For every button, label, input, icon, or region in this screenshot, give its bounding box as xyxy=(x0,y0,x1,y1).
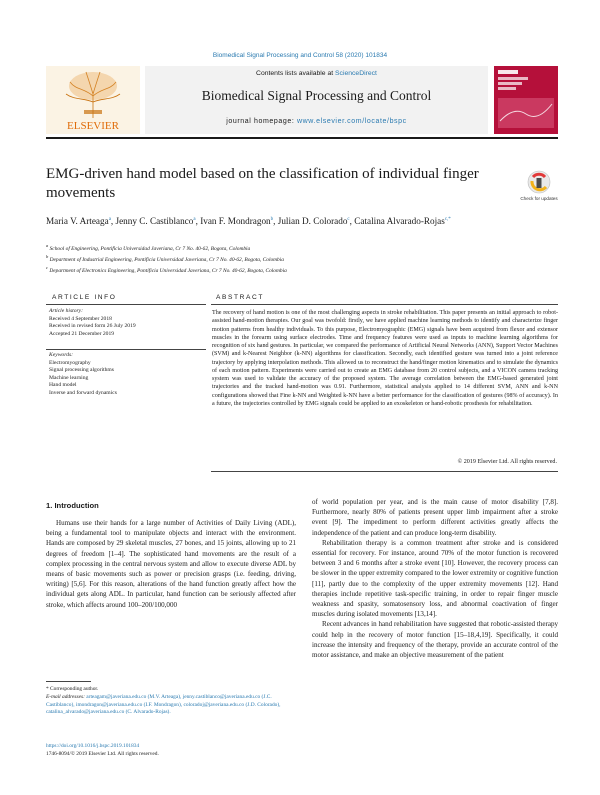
svg-text:ELSEVIER: ELSEVIER xyxy=(67,120,119,132)
corresponding-author-note: * Corresponding author. xyxy=(46,686,99,692)
keywords xyxy=(49,352,207,398)
check-for-updates-badge[interactable] xyxy=(520,168,558,208)
affiliation-b: $^b$ Department of Industrial Engineering, Pontificia Universidad Javeriana, Cr 7 No. 40-62, Bogota, Colombia xyxy=(46,253,284,263)
article-title: EMG-driven hand model based on the classification of individual finger movements xyxy=(46,166,479,201)
author-list: Maria V. Arteaga$^a$, Jenny C. Castiblanco$^a$, Ivan F. Mondragon$^b$, Julian D. Colorado$^c$, Catalina Alvarado-Rojas$^{c,*}$ xyxy=(46,216,451,227)
affiliation-a: $^a$ School of Engineering, Pontificia Universidad Javeriana, Cr 7 No. 40-62, Bogota, Colombia xyxy=(46,243,251,252)
keyword-item: Inverse and forward dynamics xyxy=(49,389,117,396)
abstract-copyright: © 2019 Elsevier Ltd. All rights reserved. xyxy=(457,459,557,465)
homepage-line xyxy=(145,118,488,125)
keyword-item: Electromyography xyxy=(49,359,91,366)
body-column-right xyxy=(312,497,558,660)
history-accepted: Accepted 21 December 2019 xyxy=(49,330,115,337)
journal-title: Biomedical Signal Processing and Control xyxy=(201,88,432,103)
article-info-divider xyxy=(46,304,206,305)
history-label: Article history: xyxy=(49,308,84,314)
introduction-heading: 1. Introduction xyxy=(46,501,99,510)
sciencedirect-link[interactable]: ScienceDirect xyxy=(335,70,377,77)
doi-block xyxy=(46,742,159,758)
author-1: Maria V. Arteaga$^a$ xyxy=(46,216,111,227)
intro-paragraph-continued: of world population per year, and is the main cause of motor disability [7,8]. Furthermore, nearly 80% of patients present upper limb impairment after a stroke event [9]. The impediment to perform different activities greatly affects the independence of the patient and can produce long-term disability. xyxy=(312,498,558,537)
abstract-text: The recovery of hand motion is one of the most challenging aspects in stroke rehabilitation. This paper presents an initial approach to robot-assisted hand-motion therapies. Our goal was twofold: firstly, we have applied machine learning methods to identify and characterize finger motion patterns from healthy individuals. To this purpose, Electromyographic (EMG) signals have been acquired from flexor and extensor muscles in the forearm using surface electrodes. Time and frequency features were used as inputs to machine learning algorithms for recognition of six hand gestures. In particular, we compared the performance of Artificial Neural Networks (ANN), Support Vector Machines (SVM) and k-Nearest Neighbor (k-NN) algorithms for classification. Secondly, each identified gesture was turned into a joint reference trajectory by applying interpolation methods. This allowed us to reconstruct the hand/finger motion kinematics and to simulate the dynamics of each motion pattern. Experiments were carried out to create an EMG database from 20 control subjects, and a VICON camera tracking system was used to validate the accuracy of the proposed system. The average correlation between the EMG-based generated joint trajectories and the tracked hand-motion was 0.91. Furthermore, statistical analysis applied to 14 different SVM, ANN and k-NN configurations showed that Fine k-NN and Weighted k-NN have a better performance for the classification of gestures (98% of accuracy). In a future, the trajectories controlled by EMG signals could be applied to an exoskeleton or hand-robotic prosthesis for rehabilitation. xyxy=(212,310,558,407)
contents-prefix: Contents lists available at xyxy=(256,70,336,77)
journal-reference[interactable]: Biomedical Signal Processing and Control 58 (2020) 101834 xyxy=(212,52,388,59)
keyword-item: Hand model xyxy=(49,382,77,389)
homepage-link[interactable]: www.elsevier.com/locate/bspc xyxy=(296,118,407,125)
intro-paragraph-3: Recent advances in hand rehabilitation have suggested that robotic-assisted therapy could help in the recovery of motor function [15–18,4,19]. Specifically, it could increase the intensity and frequency of the therapy, provide an accurate control of the motor assistance, and make an objective measurement of the patient xyxy=(312,620,558,660)
abstract-bottom-divider xyxy=(211,471,558,472)
footnote-divider xyxy=(46,681,91,682)
elsevier-logo xyxy=(46,66,140,134)
svg-text:Check for updates: Check for updates xyxy=(520,196,558,201)
abstract-heading: ABSTRACT xyxy=(216,294,264,301)
author-4: Julian D. Colorado$^c$ xyxy=(277,216,350,227)
keyword-item: Machine learning xyxy=(49,374,89,381)
history-received: Received 4 September 2018 xyxy=(49,315,112,322)
affiliations xyxy=(46,242,556,274)
email-addresses: E-mail addresses: arteagam@javeriana.edu.co (M.V. Arteaga), jenny.castiblanco@javeriana.edu.co (J.C. Castiblanco), imondragon@javeriana.edu.co (I.F. Mondragon), coloradoj@javeriana.edu.co (J.D. Colorado), catalina_alvarado@javeriana.edu.co (C. Alvarado-Rojas). xyxy=(46,693,281,716)
intro-paragraph-1: Humans use their hands for a large number of Activities of Daily Living (ADL), being a fundamental tool to manipulate objects and interact with the environment. Hands are composed by 29 skeletal muscles, 27 bones, and 15 joints, allowing up to 21 degrees of freedom [1–4]. The sophisticated hand movements are the result of a complex processing in the central nervous system and allow to execute diverse ADL by means of basic movements such as power or precision grasps (i.e. feeding, driving, writing) [5,6]. For this reason, alterations of the hand function greatly affect how the individual gets along ADL. In particular, hand function can be seriously affected after stroke, which affects around 100–200/100,000 xyxy=(46,519,296,609)
article-info-heading: ARTICLE INFO xyxy=(52,294,117,301)
author-3: Ivan F. Mondragon$^b$ xyxy=(200,216,274,227)
body-column-left xyxy=(46,518,296,610)
email-list[interactable]: arteagam@javeriana.edu.co (M.V. Arteaga), jenny.castiblanco@javeriana.edu.co (J.C. Castiblanco), imondragon@javeriana.edu.co (I.F. Mondragon), coloradoj@javeriana.edu.co (J.D. Colorado), catalina_alvarado@javeriana.edu.co (C. Alvarado-Rojas). xyxy=(46,693,281,716)
journal-cover-image xyxy=(494,66,558,134)
homepage-prefix: journal homepage: xyxy=(226,118,297,125)
doi-link[interactable]: https://doi.org/10.1016/j.bspc.2019.101834 xyxy=(46,743,140,749)
history-revised: Received in revised form 26 July 2019 xyxy=(49,323,136,330)
keyword-item: Signal processing algorithms xyxy=(49,367,114,374)
article-history xyxy=(49,308,207,338)
keywords-divider xyxy=(46,349,206,350)
keywords-label: Keywords: xyxy=(49,352,74,358)
author-5: Catalina Alvarado-Rojas$^{c,*}$ xyxy=(354,216,451,227)
header-divider xyxy=(46,137,558,139)
abstract-divider xyxy=(211,304,558,305)
intro-paragraph-2: Rehabilitation therapy is a common treatment after stroke and is considered essential for recovery. For instance, around 70% of the motor function is recovered between 3 and 6 months after a stroke event [10]. However, the recovery process can be slower in the upper extremity compared to the lower extremity or cognitive function [11], partly due to the complexity of the upper extremity movements [12]. Hand therapies include repetitive task-specific training, in order to repair finger muscle weakness and spasity, somatosensory loss, and abnormal coactivation of finger muscles during isolated movements [13,14]. xyxy=(312,538,558,619)
footnotes xyxy=(46,686,296,717)
author-2: Jenny C. Castiblanco$^a$ xyxy=(115,216,196,227)
journal-header xyxy=(46,66,558,134)
issn-copyright: 1746-8094/© 2019 Elsevier Ltd. All rights reserved. xyxy=(46,751,159,757)
contents-line xyxy=(145,70,488,77)
journal-banner xyxy=(145,66,488,134)
affiliation-c: $^c$ Department of Electronics Engineering, Pontificia Universidad Javeriana, Cr 7 No. 40-62, Bogota, Colombia xyxy=(46,264,287,274)
